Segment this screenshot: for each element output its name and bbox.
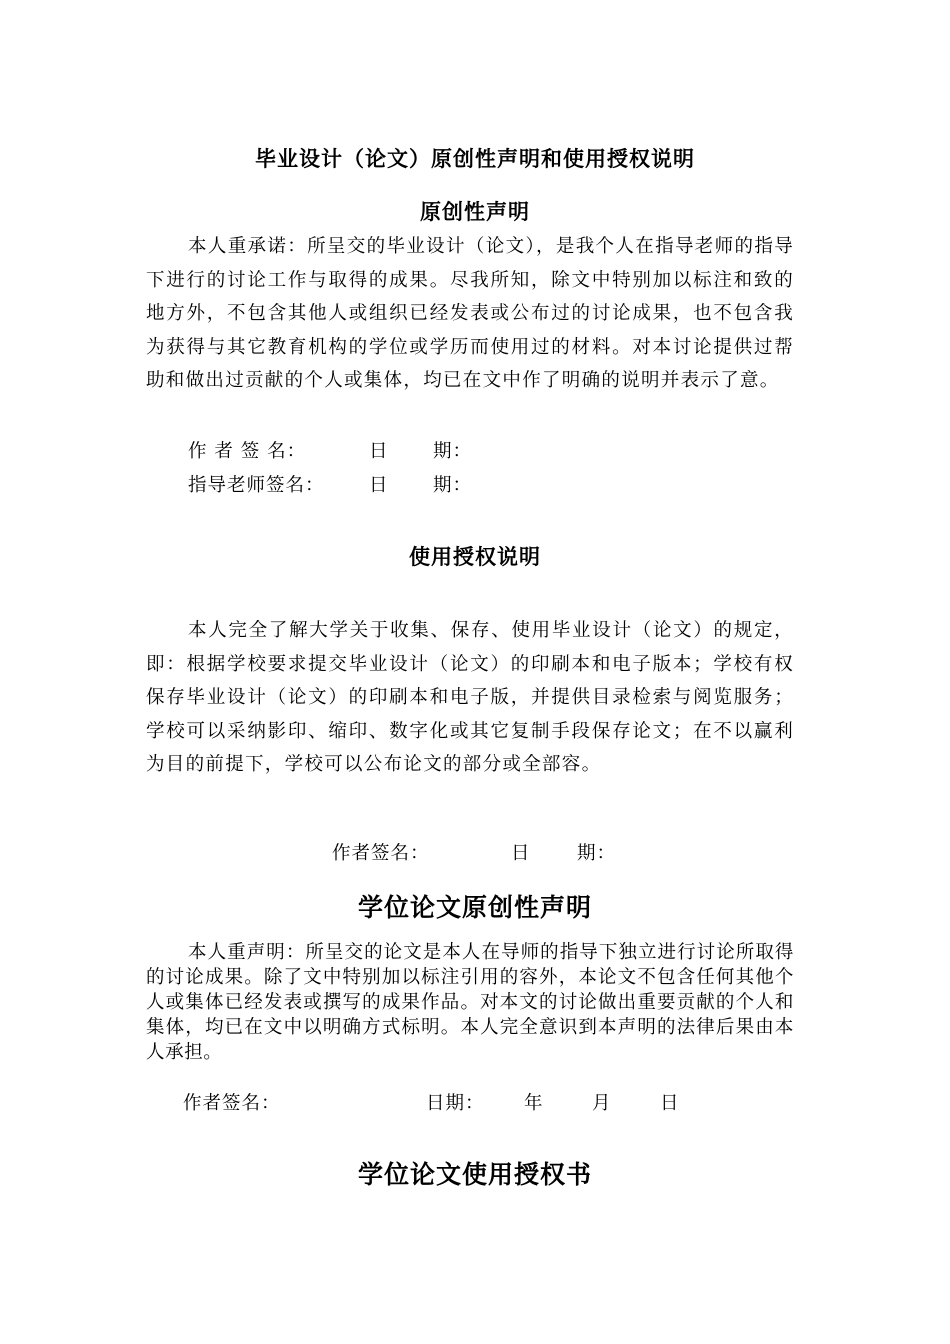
section1-date2-label-day: 日 bbox=[369, 475, 389, 496]
section2-title: 使用授权说明 bbox=[409, 544, 541, 569]
section3-date-label: 日期： bbox=[426, 1093, 485, 1114]
section1-date-label-day: 日 bbox=[369, 441, 389, 462]
section3-month-label: 月 bbox=[592, 1093, 612, 1114]
section4-title: 学位论文使用授权书 bbox=[357, 1160, 592, 1189]
section3-author-sign-label: 作者签名： bbox=[183, 1093, 281, 1114]
section1-advisor-sign-label: 指导老师签名： bbox=[188, 475, 325, 496]
section3-body: 本人重声明：所呈交的论文是本人在导师的指导下独立进行讨论所取得的讨论成果。除了文中特别加以标注引用的容外，本论文不包含任何其他个人或集体已经发表或撰写的成果作品。对本文的讨论做出重要贡献的个人和集体，均已在文中以明确方式标明。本人完全意识到本声明的法律后果由本人承担。 bbox=[146, 942, 794, 1063]
section3-title: 学位论文原创性声明 bbox=[357, 893, 592, 922]
section1-title: 原创性声明 bbox=[420, 199, 530, 224]
section3-day-label: 日 bbox=[660, 1093, 680, 1114]
section3-year-label: 年 bbox=[524, 1093, 544, 1114]
main-title: 毕业设计（论文）原创性声明和使用授权说明 bbox=[255, 146, 695, 171]
section1-author-sign-label: 作 者 签 名： bbox=[188, 441, 307, 462]
section2-date-label-period: 期： bbox=[577, 843, 617, 864]
section2-author-sign-label: 作者签名： bbox=[332, 843, 430, 864]
section1-date2-label-period: 期： bbox=[433, 475, 473, 496]
section1-body: 本人重承诺：所呈交的毕业设计（论文），是我个人在指导老师的指导下进行的讨论工作与取得的成果。尽我所知，除文中特别加以标注和致的地方外，不包含其他人或组织已经发表或公布过的讨论成果，也不包含我为获得与其它教育机构的学位或学历而使用过的材料。对本讨论提供过帮助和做出过贡献的个人或集体，均已在文中作了明确的说明并表示了意。 bbox=[146, 236, 794, 391]
section2-body: 本人完全了解大学关于收集、保存、使用毕业设计（论文）的规定，即：根据学校要求提交毕业设计（论文）的印刷本和电子版本；学校有权保存毕业设计（论文）的印刷本和电子版，并提供目录检索与阅览服务；学校可以采纳影印、缩印、数字化或其它复制手段保存论文；在不以赢利为目的前提下，学校可以公布论文的部分或全部容。 bbox=[146, 620, 794, 775]
section2-date-label-day: 日 bbox=[511, 843, 531, 864]
section1-date-label-period: 期： bbox=[433, 441, 473, 462]
